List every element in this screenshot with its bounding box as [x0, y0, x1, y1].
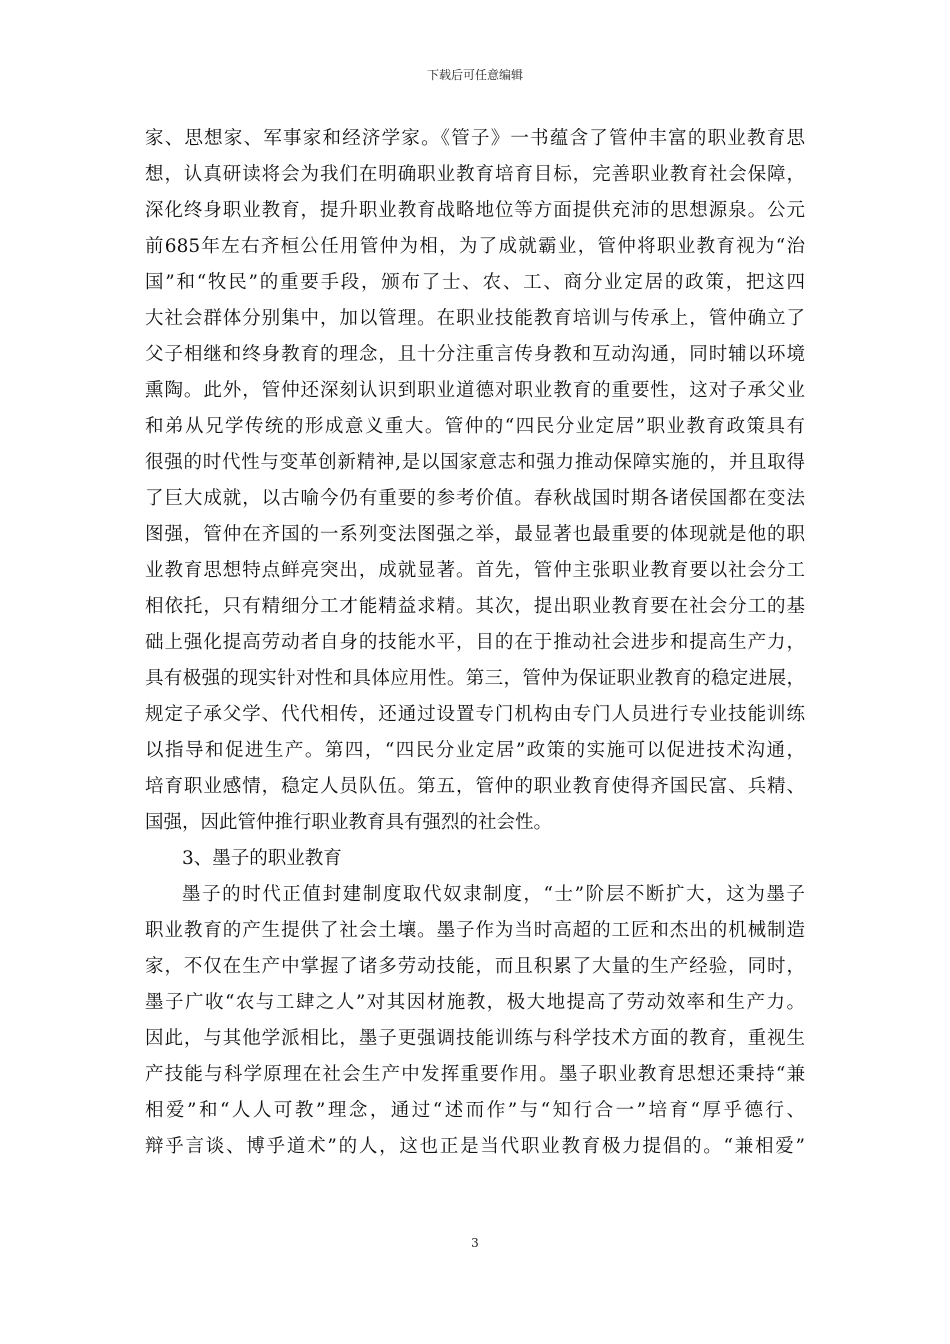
text-line: 想，认真研读将会为我们在明确职业教育培育目标，完善职业教育社会保障，	[145, 164, 805, 185]
page-number: 3	[471, 1236, 479, 1250]
text-line: 以指导和促进生产。第四，“四民分业定居”政策的实施可以促进技术沟通，	[145, 740, 805, 761]
text-line: 很强的时代性与变革创新精神,是以国家意志和强力推动保障实施的，并且取得	[145, 452, 805, 473]
text-line: 规定子承父学、代代相传，还通过设置专门机构由专门人员进行专业技能训练	[145, 704, 805, 725]
text-line: 图强，管仲在齐国的一系列变法图强之举，最显著也最重要的体现就是他的职	[145, 524, 805, 545]
text-line: 具有极强的现实针对性和具体应用性。第三，管仲为保证职业教育的稳定进展，	[145, 668, 805, 689]
text-line: 产技能与科学原理在社会生产中发挥重要作用。墨子职业教育思想还秉持“兼	[145, 1064, 805, 1085]
text-line: 职业教育的产生提供了社会土壤。墨子作为当时高超的工匠和杰出的机械制造	[145, 920, 805, 941]
section-heading: 3、墨子的职业教育	[182, 848, 342, 869]
text-line: 础上强化提高劳动者自身的技能水平，目的在于推动社会进步和提高生产力，	[145, 632, 805, 653]
text-line: 父子相继和终身教育的理念，且十分注重言传身教和互动沟通，同时辅以环境	[145, 344, 805, 365]
text-line: 业教育思想特点鲜亮突出，成就显著。首先，管仲主张职业教育要以社会分工	[145, 560, 805, 581]
text-line: 相依托，只有精细分工才能精益求精。其次，提出职业教育要在社会分工的基	[145, 596, 805, 617]
text-line: 家，不仅在生产中掌握了诸多劳动技能，而且积累了大量的生产经验，同时，	[145, 956, 805, 977]
text-line: 前685年左右齐桓公任用管仲为相，为了成就霸业，管仲将职业教育视为“治	[145, 236, 805, 257]
text-line: 大社会群体分别集中，加以管理。在职业技能教育培训与传承上，管仲确立了	[145, 308, 805, 329]
text-line: 因此，与其他学派相比，墨子更强调技能训练与科学技术方面的教育，重视生	[145, 1028, 805, 1049]
text-line: 培育职业感情，稳定人员队伍。第五，管仲的职业教育使得齐国民富、兵精、	[145, 776, 805, 797]
text-line: 国强，因此管仲推行职业教育具有强烈的社会性。	[145, 812, 553, 833]
text-line: 辩乎言谈、博乎道术”的人，这也正是当代职业教育极力提倡的。“兼相爱”	[145, 1136, 805, 1157]
text-line: 和弟从兄学传统的形成意义重大。管仲的“四民分业定居”职业教育政策具有	[145, 416, 805, 437]
text-line: 墨子的时代正值封建制度取代奴隶制度，“士”阶层不断扩大，这为墨子	[182, 884, 805, 905]
text-line: 墨子广收“农与工肆之人”对其因材施教，极大地提高了劳动效率和生产力。	[145, 992, 805, 1013]
text-line: 熏陶。此外，管仲还深刻认识到职业道德对职业教育的重要性，这对子承父业	[145, 380, 805, 401]
text-line: 国”和“牧民”的重要手段，颁布了士、农、工、商分业定居的政策，把这四	[145, 272, 805, 293]
page-header: 下载后可任意编辑	[426, 68, 523, 82]
text-line: 深化终身职业教育，提升职业教育战略地位等方面提供充沛的思想源泉。公元	[145, 200, 805, 221]
text-line: 了巨大成就，以古喻今仍有重要的参考价值。春秋战国时期各诸侯国都在变法	[145, 488, 805, 509]
text-line: 家、思想家、军事家和经济学家。《管子》一书蕴含了管仲丰富的职业教育思	[145, 128, 805, 149]
text-line: 相爱”和“人人可教”理念，通过“述而作”与“知行合一”培育“厚乎德行、	[145, 1100, 805, 1121]
